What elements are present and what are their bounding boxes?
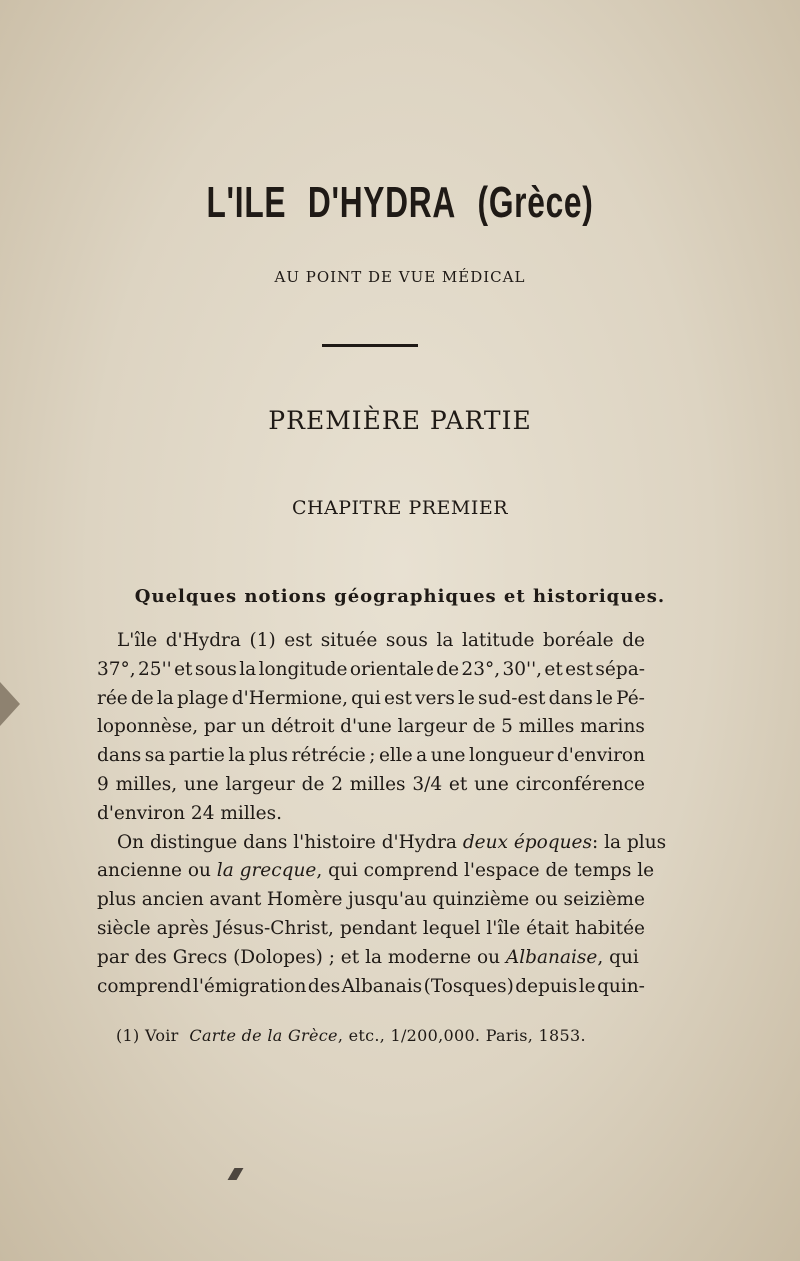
word: milles, <box>115 773 178 795</box>
text-line <box>97 742 645 771</box>
word: largeur <box>225 773 295 795</box>
word: des <box>307 975 341 997</box>
word: boréale <box>542 630 614 651</box>
section-heading: Quelques notions géographiques et historiques. <box>134 586 666 607</box>
word: habitée <box>574 917 645 939</box>
text-segment: On distingue dans l'histoire d'Hydra <box>117 831 457 853</box>
word: sépa- <box>595 658 645 680</box>
footnote <box>116 1026 676 1045</box>
word: le <box>458 687 475 709</box>
word: elle <box>378 745 413 767</box>
word: plus <box>97 889 137 911</box>
word: depuis <box>515 975 578 997</box>
footnote-text: (1) Voir <box>116 1026 185 1045</box>
word: et <box>544 658 563 680</box>
word: rétrécie <box>291 745 366 767</box>
text-segment: : la plus <box>592 831 667 853</box>
word: L'île <box>117 630 158 651</box>
text-segment: ancienne ou <box>97 860 211 882</box>
word: d'environ <box>556 745 645 767</box>
word: la <box>436 630 454 651</box>
title-main: L'ILE <box>206 178 287 227</box>
word: la <box>156 687 174 709</box>
word: 3/4 <box>412 773 443 795</box>
word: Jésus-Christ, <box>214 917 334 939</box>
word: de <box>301 773 325 795</box>
word: (Tosques) <box>423 975 514 997</box>
word: quin- <box>597 975 645 997</box>
word: la <box>228 745 246 767</box>
text-segment: , qui <box>597 946 639 968</box>
word: d'une <box>340 716 392 738</box>
word: orientale <box>349 658 434 680</box>
text-line <box>97 713 645 742</box>
word: dans <box>97 745 142 767</box>
word: lequel <box>422 917 481 939</box>
word: marins <box>580 716 645 738</box>
word: partie <box>168 745 225 767</box>
word: de <box>622 630 645 651</box>
word: d'Hydra <box>165 630 241 651</box>
word: Albanais <box>341 975 423 997</box>
word: 25'' <box>138 658 172 680</box>
text-segment: par des Grecs (Dolopes) ; et la moderne ou <box>97 946 501 968</box>
body-text <box>97 627 667 1001</box>
word: quinzième <box>432 889 530 911</box>
text-line <box>97 656 645 685</box>
word: 23°, <box>461 658 501 680</box>
title-rule <box>322 344 418 347</box>
title-paren: (Grèce) <box>477 178 594 227</box>
word: 30'', <box>502 658 543 680</box>
word: de <box>436 658 460 680</box>
word: située <box>320 630 378 651</box>
word: le <box>596 687 613 709</box>
word: vers <box>415 687 455 709</box>
word: longueur <box>468 745 554 767</box>
italic-text: deux époques <box>462 831 592 853</box>
word: le <box>578 975 596 997</box>
word: milles <box>518 716 575 738</box>
ink-mark <box>228 1168 244 1180</box>
footnote-italic: Carte de la Grèce <box>189 1026 338 1045</box>
word: est <box>284 630 313 651</box>
text-line <box>97 857 655 886</box>
word: circonférence <box>515 773 645 795</box>
word: Homère <box>266 889 343 911</box>
word: est <box>384 687 412 709</box>
word: seizième <box>563 889 645 911</box>
text-line <box>97 829 667 858</box>
footnote-text: , etc., 1/200,000. Paris, 1853. <box>337 1026 586 1045</box>
text-line <box>97 944 645 973</box>
word: rée <box>97 687 128 709</box>
word: est <box>565 658 594 680</box>
word: de <box>472 716 496 738</box>
word: Pé- <box>616 687 645 709</box>
text-line <box>97 627 645 656</box>
word: a <box>416 745 428 767</box>
word: d'Hermione, <box>231 687 348 709</box>
word: ancien <box>141 889 204 911</box>
word: sa <box>144 745 166 767</box>
word: par <box>203 716 236 738</box>
page-edge-tab <box>0 682 20 726</box>
text-line <box>97 973 645 1002</box>
word: la <box>239 658 257 680</box>
word: milles <box>349 773 406 795</box>
word: latitude <box>461 630 535 651</box>
word: une <box>183 773 219 795</box>
title-middle: D'HYDRA <box>307 178 456 227</box>
italic-text: la grecque <box>216 860 317 882</box>
word: 9 <box>97 773 109 795</box>
word: une <box>474 773 509 795</box>
part-heading: PREMIÈRE PARTIE <box>268 406 532 435</box>
word: longitude <box>258 658 348 680</box>
word: largeur <box>397 716 467 738</box>
word: détroit <box>270 716 335 738</box>
word: sous <box>385 630 428 651</box>
word: sud-est <box>478 687 546 709</box>
word: et <box>448 773 468 795</box>
word: (1) <box>249 630 276 651</box>
word: qui <box>351 687 381 709</box>
text-segment: , qui comprend l'espace de temps le <box>316 860 655 882</box>
text-line <box>97 886 645 915</box>
word: ou <box>534 889 558 911</box>
word: l'émigration <box>192 975 307 997</box>
word: 37°, <box>97 658 136 680</box>
word: dans <box>548 687 593 709</box>
word: une <box>430 745 466 767</box>
word: de <box>130 687 154 709</box>
italic-text: Albanaise <box>505 946 598 968</box>
word: avant <box>209 889 262 911</box>
word: et <box>174 658 193 680</box>
word: l'île <box>486 917 521 939</box>
word: sous <box>194 658 237 680</box>
word: un <box>241 716 266 738</box>
word: loponnèse, <box>97 716 199 738</box>
text-line <box>97 915 645 944</box>
word: plus <box>248 745 288 767</box>
page-title <box>112 178 688 228</box>
text-line: d'environ 24 milles. <box>97 802 282 824</box>
text-line <box>97 771 645 800</box>
word: après <box>156 917 209 939</box>
word: siècle <box>97 917 151 939</box>
word: 2 <box>331 773 344 795</box>
word: 5 <box>501 716 513 738</box>
word: était <box>526 917 569 939</box>
word: ; <box>369 745 376 767</box>
text-line <box>97 685 645 714</box>
word: plage <box>177 687 229 709</box>
subtitle: AU POINT DE VUE MÉDICAL <box>274 268 526 286</box>
chapter-heading: CHAPITRE PREMIER <box>291 497 509 519</box>
word: comprend <box>97 975 192 997</box>
word: jusqu'au <box>348 889 427 911</box>
word: pendant <box>339 917 417 939</box>
